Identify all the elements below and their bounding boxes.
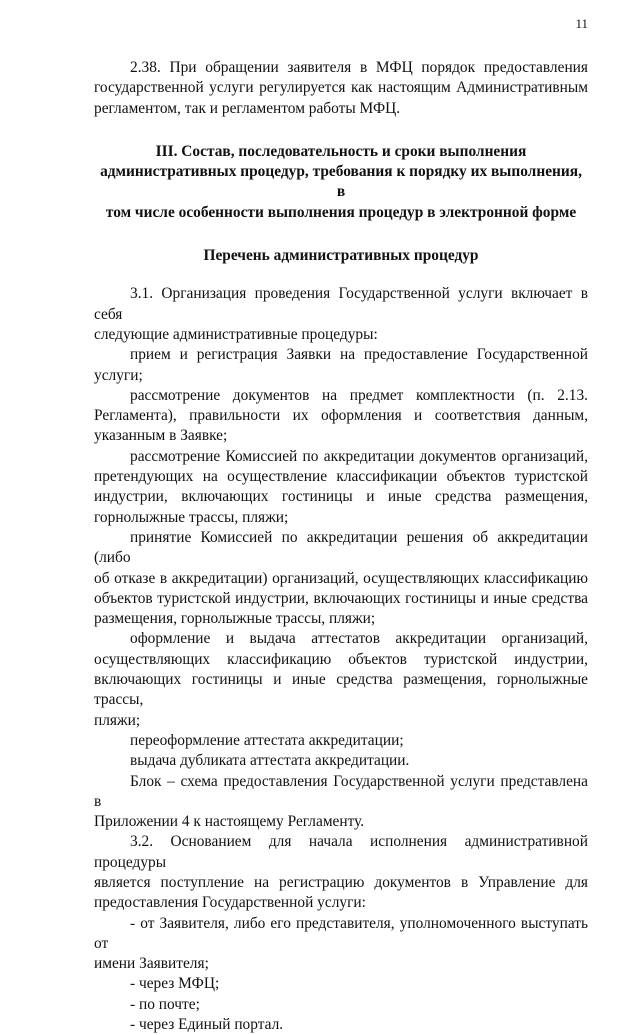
text-line: является поступление на регистрацию документов в Управление для (94, 873, 588, 891)
text-line: указанным в Заявке; (94, 427, 228, 445)
dash-item-1 (94, 914, 588, 975)
text-line: принятие Комиссией по аккредитации решения об аккредитации (либо (94, 528, 588, 567)
section-title-line: том числе особенности выполнения процедур в электронной форме (105, 203, 577, 221)
procedure-item-7: выдача дубликата аттестата аккредитации. (130, 752, 410, 770)
text-line: прием и регистрация Заявки на предоставление Государственной (130, 346, 588, 364)
section-title-line: административных процедур, требования к порядку их выполнения, в (100, 163, 582, 201)
dash-item-4: - через Единый портал. (130, 1016, 284, 1034)
text-line: регламентом, так и регламентом работы МФЦ. (94, 99, 401, 117)
text-line: следующие административные процедуры: (94, 325, 378, 343)
paragraph-3-2 (94, 832, 588, 913)
procedure-item-2 (94, 386, 588, 447)
text-line: 3.1. Организация проведения Государственной услуги включает в себя (94, 285, 588, 323)
page-number: 11 (575, 16, 588, 31)
text-line: оформление и выдача аттестатов аккредитации организаций, (130, 630, 588, 648)
procedure-item-6: переоформление аттестата аккредитации; (130, 731, 404, 749)
dash-item-3: - по почте; (130, 995, 200, 1013)
text-line: - от Заявителя, либо его представителя, уполномоченного выступать от (94, 914, 588, 952)
text-line: Приложении 4 к настоящему Регламенту. (94, 813, 365, 831)
text-line: объектов туристской индустрии, включающих гостиницы и иные средства (94, 589, 588, 607)
text-line: об отказе в аккредитации) организаций, осуществляющих классификацию (94, 569, 588, 587)
procedure-item-3 (94, 447, 588, 528)
text-line: осуществляющих классификацию объектов туристской индустрии, (94, 650, 588, 668)
dash-item-2: - через МФЦ; (130, 975, 220, 993)
text-line: государственной услуги регулируется как настоящим Административным (94, 79, 588, 97)
text-line: пляжи; (94, 711, 141, 729)
text-line: Регламента), правильности их оформления и соответствия данным, (94, 407, 588, 425)
text-line: услуги; (94, 366, 143, 384)
text-line: размещения, горнолыжные трассы, пляжи; (94, 610, 376, 628)
text-line: горнолыжные трассы, пляжи; (94, 508, 289, 526)
text-line: предоставления Государственной услуги: (94, 894, 366, 912)
text-line: индустрии, включающих гостиницы и иные средства размещения, (94, 488, 588, 506)
subsection-title: Перечень административных процедур (203, 247, 479, 265)
block-scheme-note (94, 772, 588, 833)
text-line: рассмотрение документов на предмет комплектности (п. 2.13. (130, 386, 588, 404)
procedure-item-4 (94, 528, 588, 629)
paragraph-3-1 (94, 284, 588, 345)
procedure-item-1 (94, 345, 588, 386)
text-line: 2.38. При обращении заявителя в МФЦ порядок предоставления (130, 59, 588, 76)
text-line: Блок – схема предоставления Государственной услуги представлена в (94, 772, 588, 810)
text-line: включающих гостиницы и иные средства размещения, горнолыжные трассы, (94, 671, 588, 709)
paragraph-2-38 (94, 58, 588, 119)
text-line: 3.2. Основанием для начала исполнения административной процедуры (94, 833, 588, 871)
procedure-item-5 (94, 629, 588, 730)
text-line: рассмотрение Комиссией по аккредитации документов организаций, (130, 447, 588, 465)
section-title-line: III. Состав, последовательность и сроки выполнения (155, 142, 527, 160)
text-line: претендующих на осуществление классификации объектов туристской (94, 468, 588, 486)
section-title (94, 142, 588, 223)
text-line: имени Заявителя; (94, 955, 209, 973)
